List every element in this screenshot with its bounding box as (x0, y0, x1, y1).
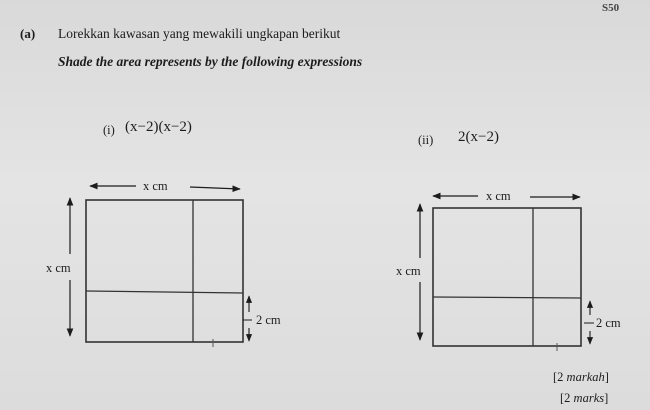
part-ii-label: (ii) (418, 133, 434, 147)
marks-english: [2 marks] (560, 391, 609, 405)
diagram-i-side-label: x cm (46, 261, 71, 275)
diagram-ii-square (433, 208, 581, 346)
part-ii-expression: 2(x−2) (458, 129, 499, 145)
marks-malay: [2 markah] (553, 370, 609, 384)
diagram-ii-small-label: 2 cm (596, 316, 621, 330)
instruction-malay: Lorekkan kawasan yang mewakili ungkapan berikut (58, 26, 341, 41)
diagram-i-top-label: x cm (143, 179, 168, 193)
diagram-i-small-label: 2 cm (256, 313, 281, 327)
part-i-expression: (x−2)(x−2) (125, 119, 192, 135)
question-letter: (a) (20, 26, 36, 41)
diagram-i (46, 179, 281, 347)
page-code: S50 (602, 2, 620, 14)
diagram-ii-horizontal-divider (433, 297, 581, 298)
part-i-label: (i) (103, 123, 115, 137)
diagram-i-top-arrow-right (190, 187, 240, 189)
diagram-i-square (86, 200, 243, 342)
diagram-i-horizontal-divider (86, 291, 243, 293)
diagram-ii-top-label: x cm (486, 189, 511, 203)
diagram-ii (396, 189, 621, 351)
diagram-ii-side-label: x cm (396, 264, 421, 278)
instruction-english: Shade the area represents by the following expressions (58, 54, 363, 69)
